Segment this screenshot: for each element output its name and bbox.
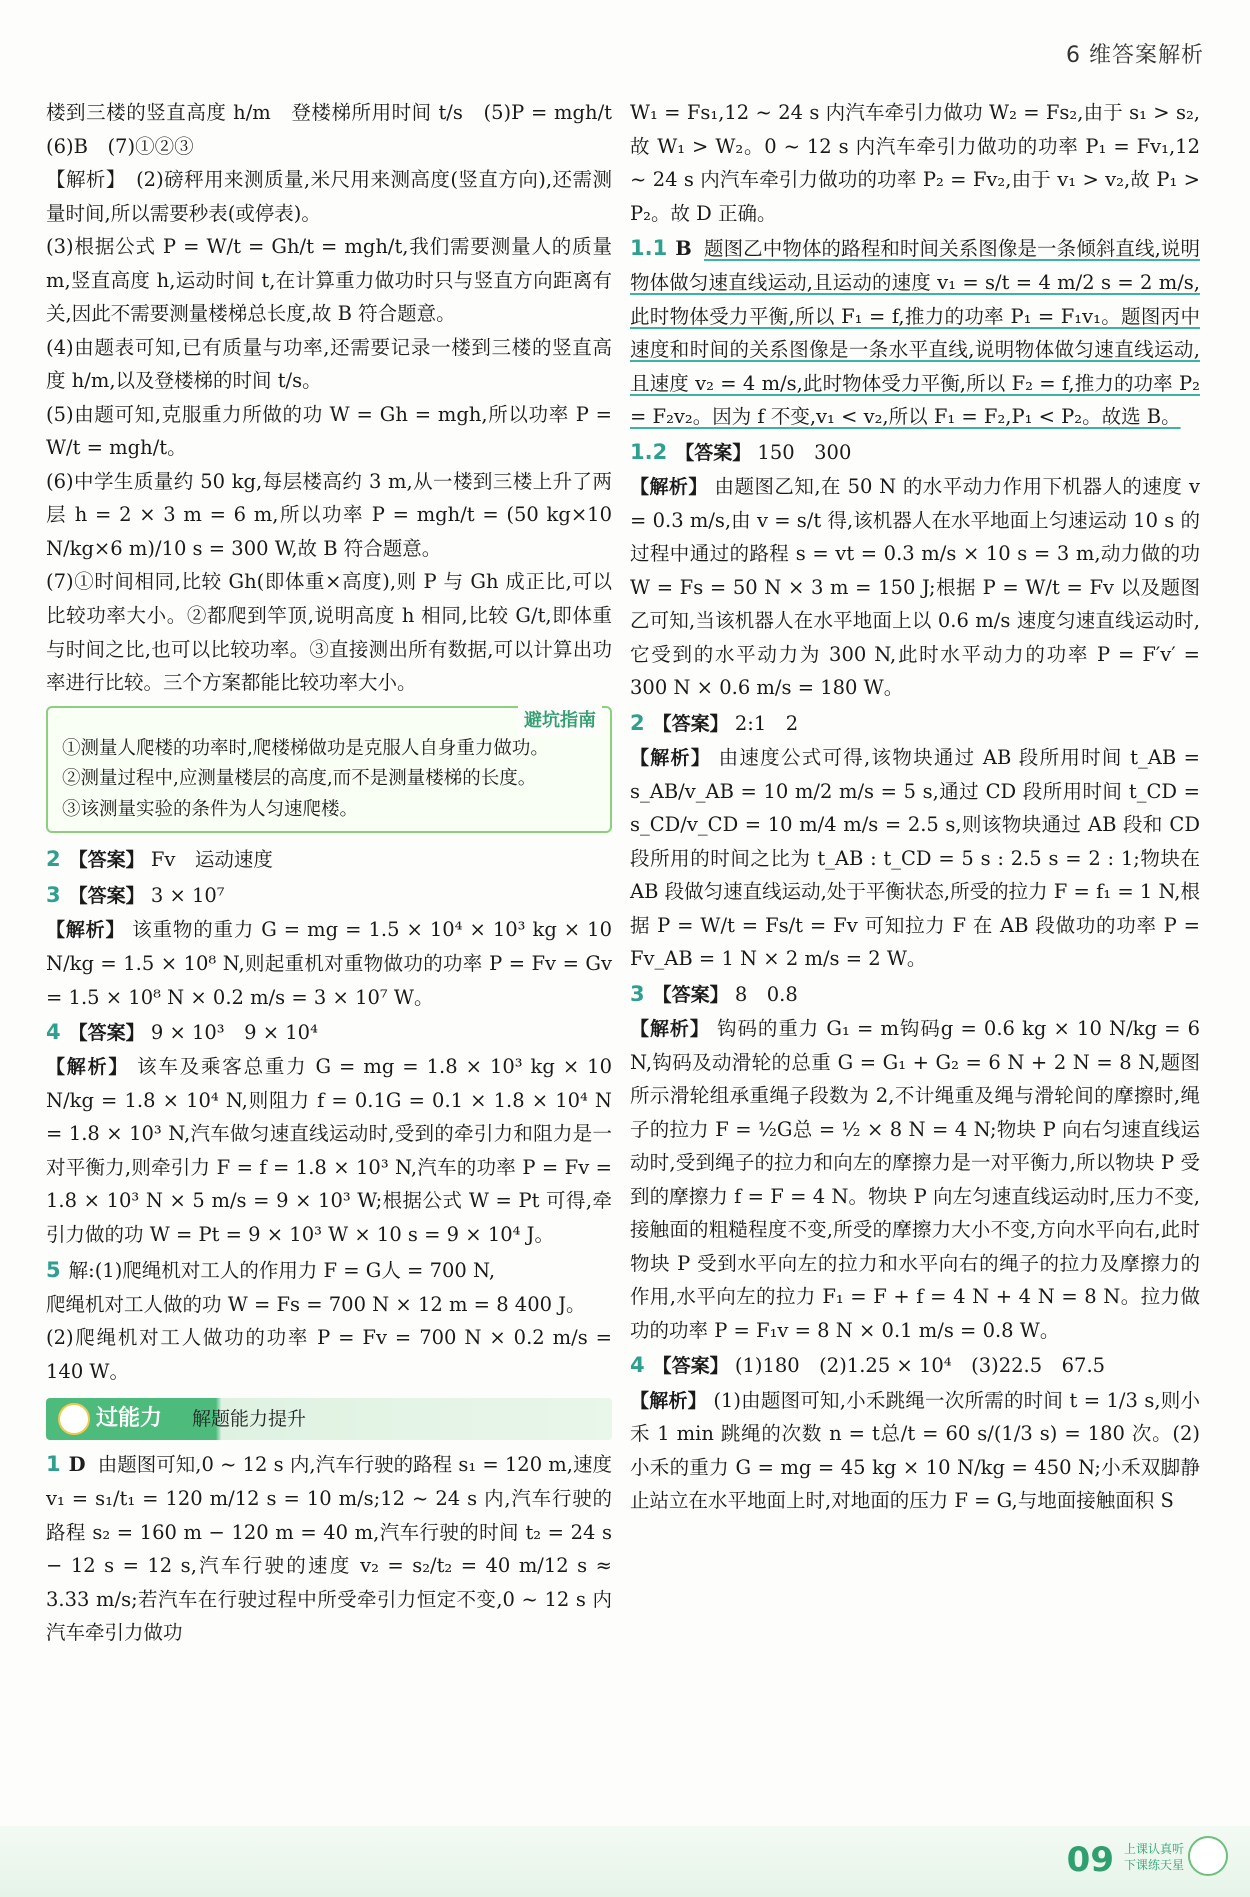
analysis-text: (1)由题图可知,小禾跳绳一次所需的时间 t = 1/3 s,则小禾 1 min 跳绳的次数 n = t总/t = 60 s/(1/3 s) = 180 次。(2)小禾的重力 G = mg = 45 kg × 10 N/kg = 450 N;小禾双脚静止站立在水平地面上时,对地面的压力 F = G,与地面接触面积 S <box>630 1388 1200 1513</box>
analysis-tag: 【解析】 <box>630 1389 707 1412</box>
analysis-4 <box>630 1384 1200 1518</box>
question-number: 1 <box>46 1452 61 1477</box>
answer-letter: D <box>68 1453 86 1477</box>
solution-line: 解:(1)爬绳机对工人的作用力 F = G人 = 700 N, <box>68 1258 496 1282</box>
analysis-text: 由题图乙知,在 50 N 的水平动力作用下机器人的速度 v = 0.3 m/s,由 v = s/t 得,该机器人在水平地面上匀速运动 10 s 的过程中通过的路程 s = vt = 0.3 m/s × 10 s = 3 m,动力做的功 W = Fs = 50 N × 3 m = 150 J;根据 P = W/t = Fv 以及题图乙可知,当该机器人在水平地面上以 0.6 m/s 速度匀速直线运动时,它受到的水平动力为 300 N,此时水平动力的功率 P = F′v′ = 300 N × 0.6 m/s = 180 W。 <box>630 475 1200 700</box>
mascot-icon <box>1188 1836 1228 1876</box>
answer-text: 9 × 10³ 9 × 10⁴ <box>150 1021 318 1045</box>
analysis-tag: 【解析】 <box>630 1017 710 1040</box>
question-number: 4 <box>46 1020 61 1045</box>
question-2 <box>46 841 612 877</box>
tip-item: ②测量过程中,应测量楼层的高度,而不是测量楼梯的长度。 <box>62 768 537 790</box>
question-number: 3 <box>46 883 61 908</box>
section-subtitle: 解题能力提升 <box>192 1407 307 1430</box>
answer-text: 8 0.8 <box>734 982 798 1006</box>
question-3 <box>630 976 1200 1012</box>
page-header <box>0 0 1250 80</box>
analysis-3 <box>630 1012 1200 1347</box>
answer-tag: 【答案】 <box>68 885 145 908</box>
footer-slogan <box>1124 1842 1184 1873</box>
right-column <box>630 96 1200 1518</box>
answer-tag: 【答案】 <box>68 1022 145 1045</box>
pitfall-guide-title: 避坑指南 <box>518 706 602 736</box>
question-number: 2 <box>630 710 645 735</box>
analysis-tag: 【解析】 <box>630 746 712 769</box>
left-column <box>46 96 632 1650</box>
analysis-text: 钩码的重力 G₁ = m钩码g = 0.6 kg × 10 N/kg = 6 N,钩码及动滑轮的总重 G = G₁ + G₂ = 6 N + 2 N = 8 N,题图所示滑轮组承重绳子段数为 2,不计绳重及绳与滑轮间的摩擦时,绳子的拉力 F = ½G总 = ½ × 8 N = 4 N;物块 P 向右匀速直线运动时,受到绳子的拉力和向左的摩擦力是一对平衡力,所以物块 P 受到的摩擦力 f = F = 4 N。物块 P 向左匀速直线运动时,压力不变,接触面的粗糙程度不变,所受的摩擦力大小不变,方向水平向右,此时物块 P 受到水平向左的拉力和水平向右的绳子的拉力及摩擦力的作用,水平向左的拉力 F₁ = F + f = 4 N + 4 N = 8 N。拉力做功的功率 P = F₁v = 8 N × 0.1 m/s = 0.8 W。 <box>630 1016 1200 1342</box>
mascot-icon <box>58 1403 90 1435</box>
question-number: 3 <box>630 981 645 1006</box>
answer-text: 2:1 2 <box>734 711 799 735</box>
continued-text: W₁ = Fs₁,12 ~ 24 s 内汽车牵引力做功 W₂ = Fs₂,由于 s₁ > s₂,故 W₁ > W₂。0 ~ 12 s 内汽车牵引力做功的功率 P₁ = Fv₁,12 ~ 24 s 内汽车牵引力做功的功率 P₂ = Fv₂,由于 v₁ > v₂,故 P₁ > P₂。故 D 正确。 <box>630 101 1200 225</box>
answer-text: Fv 运动速度 <box>150 848 273 872</box>
analysis-tag: 【解析】 <box>46 1056 130 1079</box>
question-4 <box>46 1014 612 1050</box>
answer-tag: 【答案】 <box>675 441 752 464</box>
slogan-line: 上课认真听 <box>1123 1842 1184 1856</box>
question-4 <box>630 1347 1200 1383</box>
page-number: 09 <box>1066 1840 1114 1880</box>
question-2 <box>630 705 1200 741</box>
analysis-text: 由速度公式可得,该物块通过 AB 段所用时间 t_AB = s_AB/v_AB = 10 m/2 m/s = 5 s,通过 CD 段所用时间 t_CD = s_CD/v_CD = 10 m/4 m/s = 2.5 s,则该物块通过 AB 段和 CD 段所用的时间之比为 t_AB : t_CD = 5 s : 2.5 s = 2 : 1;物块在 AB 段做匀速直线运动,处于平衡状态,所受的拉力 F = f₁ = 1 N,根据 P = W/t = Fs/t = Fv 可知拉力 F 在 AB 段做功的功率 P = Fv_AB = 1 N × 2 m/s = 2 W。 <box>630 745 1200 971</box>
answer-tag: 【答案】 <box>68 849 145 872</box>
solution-line: (2)爬绳机对工人做功的功率 P = Fv = 700 N × 0.2 m/s = 140 W。 <box>46 1326 612 1383</box>
analysis-4 <box>46 1050 612 1251</box>
text-line: (5)由题可知,克服重力所做的功 W = Gh = mgh,所以功率 P = W/t = mgh/t。 <box>46 402 612 460</box>
text-line: (4)由题表可知,已有质量与功率,还需要记录一楼到三楼的竖直高度 h/m,以及登楼梯的时间 t/s。 <box>46 335 612 393</box>
analysis-3 <box>46 913 612 1014</box>
answer-text: 3 × 10⁷ <box>150 884 225 908</box>
analysis-text: 由题图可知,0 ~ 12 s 内,汽车行驶的路程 s₁ = 120 m,速度 v₁ = s₁/t₁ = 120 m/12 s = 10 m/s;12 ~ 24 s 内,汽车行驶的路程 s₂ = 160 m − 120 m = 40 m,汽车行驶的时间 t₂ = 24 s − 12 s = 12 s,汽车行驶的速度 v₂ = s₂/t₂ = 40 m/12 s ≈ 3.33 m/s;若汽车在行驶过程中所受牵引力恒定不变,0 ~ 12 s 内汽车牵引力做功 <box>46 1453 613 1645</box>
analysis-2 <box>630 741 1200 976</box>
page-footer <box>0 1826 1250 1897</box>
analysis-tag: 【解析】 <box>46 919 126 942</box>
answer-letter: B <box>675 237 692 261</box>
question-1-1 <box>630 230 1200 434</box>
text-line: (7)①时间相同,比较 Gh(即体重×高度),则 P 与 Gh 成正比,可以比较功率大小。②都爬到竿顶,说明高度 h 相同,比较 G/t,即体重与时间之比,也可以比较功率。③直接测出所有数据,可以计算出功率进行比较。三个方案都能比较功率大小。 <box>46 570 612 695</box>
question-number: 1.1 <box>630 236 668 261</box>
question-3 <box>46 877 612 913</box>
question-1-2 <box>630 434 1200 470</box>
analysis-text: 该重物的重力 G = mg = 1.5 × 10⁴ × 10³ kg × 10 N/kg = 1.5 × 10⁸ N,则起重机对重物做功的功率 P = Fv = Gv = 1.5 × 10⁸ N × 0.2 m/s = 3 × 10⁷ W。 <box>46 918 612 1009</box>
question-number: 1.2 <box>630 439 668 464</box>
answer-tag: 【答案】 <box>652 712 729 735</box>
answer-tag: 【答案】 <box>652 983 729 1006</box>
section-banner <box>46 1398 612 1440</box>
analysis-1-2 <box>630 470 1200 705</box>
text-line: 楼到三楼的竖直高度 h/m 登楼梯所用时间 t/s (5)P = mgh/t (6)B (7)①②③ <box>46 101 632 158</box>
answer-text: (1)180 (2)1.25 × 10⁴ (3)22.5 67.5 <box>734 1354 1106 1378</box>
analysis-text: 该车及乘客总重力 G = mg = 1.8 × 10³ kg × 10 N/kg = 1.8 × 10⁴ N,则阻力 f = 0.1G = 0.1 × 1.8 × 10⁴ N = 1.8 × 10³ N,汽车做匀速直线运动时,受到的牵引力和阻力是一对平衡力,则牵引力 F = f = 1.8 × 10³ N,汽车的功率 P = Fv = 1.8 × 10³ N × 5 m/s = 9 × 10³ W;根据公式 W = Pt 可得,牵引力做的功 W = Pt = 9 × 10³ W × 10 s = 9 × 10⁴ J。 <box>46 1055 612 1246</box>
slogan-line: 下课练天星 <box>1123 1857 1184 1872</box>
analysis-text: 题图乙中物体的路程和时间关系图像是一条倾斜直线,说明物体做匀速直线运动,且运动的速度 v₁ = s/t = 4 m/2 s = 2 m/s,此时物体受力平衡,所以 F₁ = f,推力的功率 P₁ = F₁v₁。题图丙中速度和时间的关系图像是一条水平直线,说明物体做匀速直线运动,且速度 v₂ = 4 m/s,此时物体受力平衡,所以 F₂ = f,推力的功率 P₂ = F₂v₂。因为 f 不变,v₁ < v₂,所以 F₁ = F₂,P₁ < P₂。故选 B。 <box>630 237 1200 429</box>
answer-text: 150 300 <box>757 440 852 464</box>
analysis-tag: 【解析】 <box>630 476 708 498</box>
text-line: (3)根据公式 P = W/t = Gh/t = mgh/t,我们需要测量人的质量 m,竖直高度 h,运动时间 t,在计算重力做功时只与竖直方向距离有关,因此不需要测量楼梯总长度,故 B 符合题意。 <box>46 235 612 326</box>
question-number: 5 <box>46 1257 61 1282</box>
solution-line: 爬绳机对工人做的功 W = Fs = 700 N × 12 m = 8 400 J。 <box>46 1292 586 1316</box>
tip-item: ①测量人爬楼的功率时,爬楼梯做功是克服人自身重力做功。 <box>62 737 549 759</box>
pitfall-guide-box <box>46 706 612 834</box>
tip-item: ③该测量实验的条件为人匀速爬楼。 <box>62 798 359 820</box>
problem-1 <box>46 1446 612 1650</box>
text-line: (6)中学生质量约 50 kg,每层楼高约 3 m,从一楼到三楼上升了两层 h = 2 × 3 m = 6 m,所以功率 P = mgh/t = (50 kg×10 N/kg×6 m)/10 s = 300 W,故 B 符合题意。 <box>46 469 612 560</box>
question-5 <box>46 1252 612 1288</box>
section-badge: 过能力 <box>96 1406 163 1432</box>
text-line: 【解析】 (2)磅秤用来测质量,米尺用来测高度(竖直方向),还需测量时间,所以需要秒表(或停表)。 <box>46 168 612 225</box>
answer-tag: 【答案】 <box>652 1355 729 1378</box>
question-number: 4 <box>630 1353 645 1378</box>
header-title: 6 维答案解析 <box>1066 43 1204 68</box>
question-number: 2 <box>46 847 61 872</box>
